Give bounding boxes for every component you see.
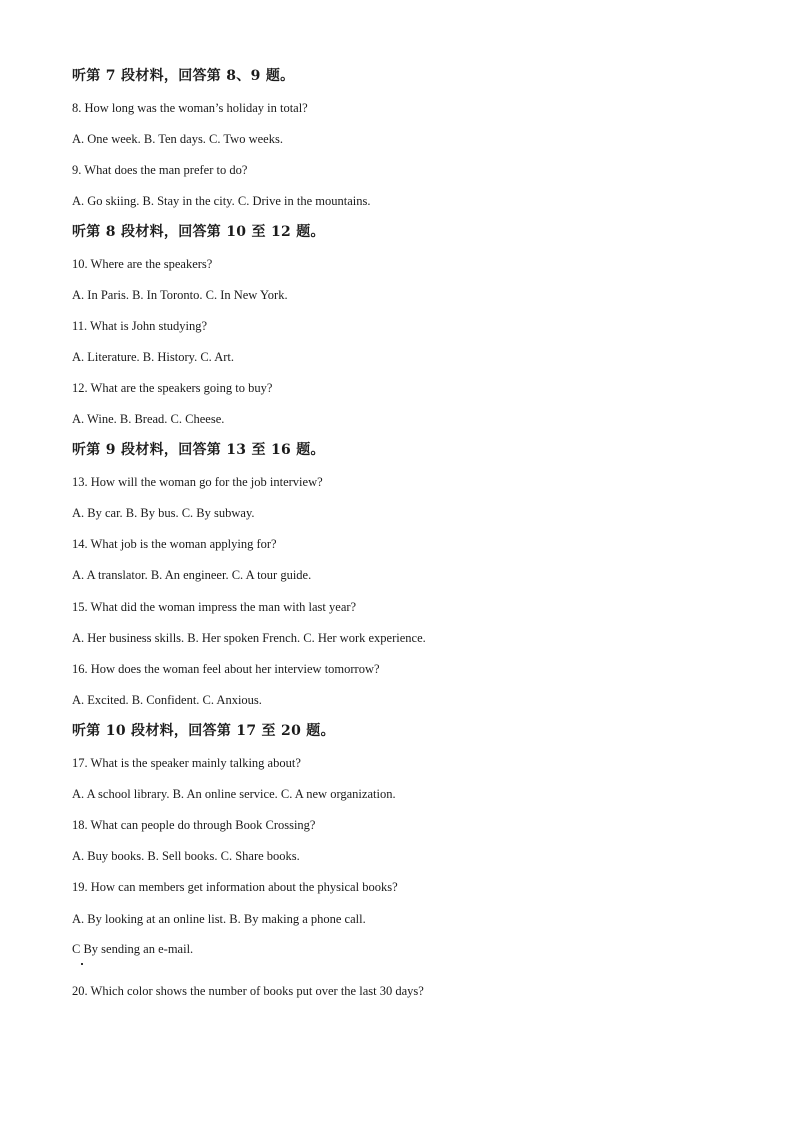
options-8: A. One week. B. Ten days. C. Two weeks. [72,132,283,146]
question-17: 17. What is the speaker mainly talking about? [72,756,301,770]
question-12: 12. What are the speakers going to buy? [72,381,273,395]
options-9: A. Go skiing. B. Stay in the city. C. Drive in the mountains. [72,194,371,208]
question-13: 13. How will the woman go for the job interview? [72,475,323,489]
section-heading-9: 听第 9 段材料，回答第 13 至 16 题。 [72,442,325,458]
question-11: 11. What is John studying? [72,319,208,333]
options-19-c: C By sending an e-mail. [72,942,194,956]
question-18: 18. What can people do through Book Crossing? [72,818,316,832]
options-14: A. A translator. B. An engineer. C. A tour guide. [72,568,312,582]
stray-dot [81,963,83,965]
options-13: A. By car. B. By bus. C. By subway. [72,506,255,520]
section-heading-7: 听第 7 段材料，回答第 8、9 题。 [72,68,295,84]
options-19-ab: A. By looking at an online list. B. By making a phone call. [72,912,366,926]
question-16: 16. How does the woman feel about her interview tomorrow? [72,662,380,676]
options-11: A. Literature. B. History. C. Art. [72,350,235,364]
options-10: A. In Paris. B. In Toronto. C. In New York. [72,288,288,302]
question-14: 14. What job is the woman applying for? [72,537,277,551]
options-16: A. Excited. B. Confident. C. Anxious. [72,693,262,707]
options-12: A. Wine. B. Bread. C. Cheese. [72,412,225,426]
question-15: 15. What did the woman impress the man with last year? [72,600,357,614]
section-heading-10: 听第 10 段材料，回答第 17 至 20 题。 [72,723,335,739]
options-18: A. Buy books. B. Sell books. C. Share books. [72,849,300,863]
section-heading-8: 听第 8 段材料，回答第 10 至 12 题。 [72,224,325,240]
question-8: 8. How long was the woman’s holiday in total? [72,101,308,115]
question-9: 9. What does the man prefer to do? [72,163,248,177]
question-10: 10. Where are the speakers? [72,257,213,271]
question-19: 19. How can members get information about the physical books? [72,880,398,894]
question-20: 20. Which color shows the number of books put over the last 30 days? [72,984,424,998]
options-17: A. A school library. B. An online service. C. A new organization. [72,787,396,801]
options-15: A. Her business skills. B. Her spoken French. C. Her work experience. [72,631,426,645]
